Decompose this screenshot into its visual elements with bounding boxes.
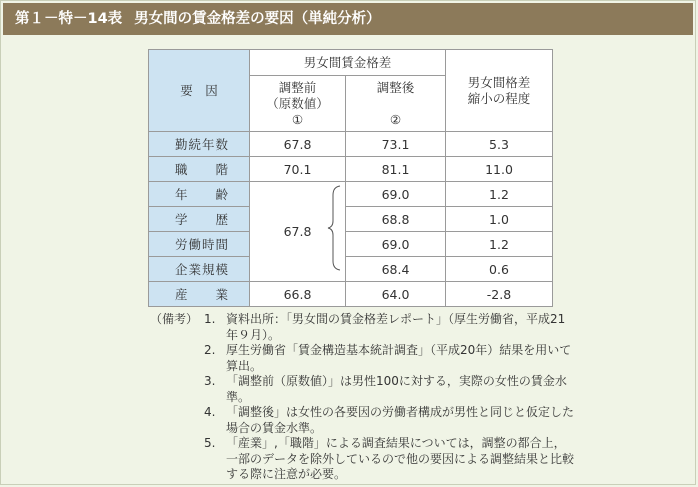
reduction-header: 男女間格差 縮小の程度: [446, 50, 553, 132]
reduction-value: 1.2: [446, 232, 553, 257]
reduction-value: 1.0: [446, 207, 553, 232]
after-value: 64.0: [346, 282, 446, 307]
reduction-value: 11.0: [446, 157, 553, 182]
row-label: 勤続年数: [149, 132, 250, 157]
after-value: 68.8: [346, 207, 446, 232]
figure-title-bar: [3, 3, 693, 35]
before-adjustment-header: 調整前 （原数値） ①: [250, 76, 346, 132]
reduction-value: -2.8: [446, 282, 553, 307]
row-label: 産 業: [149, 282, 250, 307]
row-label: 企業規模: [149, 257, 250, 282]
after-value: 81.1: [346, 157, 446, 182]
table-row: [149, 282, 553, 307]
factor-header: 要 因: [149, 50, 250, 132]
after-value: 73.1: [346, 132, 446, 157]
note-number: 5.: [204, 436, 216, 450]
note-text: 「調整前（原数値）」は男性100に対する，実際の女性の賃金水準。: [226, 374, 567, 404]
after-value: 69.0: [346, 232, 446, 257]
table-row: [149, 257, 553, 282]
table-row: [149, 132, 553, 157]
note-number: 2.: [204, 343, 216, 357]
note-text: 厚生労働省「賃金構造基本統計調査」（平成20年）結果を用いて算出。: [226, 343, 572, 373]
group-brace-icon: [327, 185, 343, 271]
gap-header: 男女間賃金格差: [250, 50, 446, 76]
notes-head: （備考）: [150, 312, 199, 326]
note-text: 「調整後」は女性の各要因の労働者構成が男性と同じと仮定した場合の賃金水準。: [226, 405, 575, 435]
group-before-value: 67.8: [250, 182, 346, 282]
note-number: 1.: [204, 312, 216, 326]
reduction-value: 0.6: [446, 257, 553, 282]
reduction-value: 5.3: [446, 132, 553, 157]
figure-title: 男女間の賃金格差の要因（単純分析）: [134, 11, 381, 27]
row-label: 学 歴: [149, 207, 250, 232]
row-label: 年 齢: [149, 182, 250, 207]
notes: [150, 312, 574, 483]
after-adjustment-header: 調整後 ②: [346, 76, 446, 132]
reduction-value: 1.2: [446, 182, 553, 207]
before-value: 66.8: [250, 282, 346, 307]
row-label: 労働時間: [149, 232, 250, 257]
after-value: 69.0: [346, 182, 446, 207]
before-value: 70.1: [250, 157, 346, 182]
row-label: 職 階: [149, 157, 250, 182]
table-row: [149, 182, 553, 207]
note-number: 4.: [204, 405, 216, 419]
wage-gap-table: [148, 49, 553, 307]
note-text: 資料出所：「男女間の賃金格差レポート」（厚生労働省，平成21年９月）。: [226, 312, 566, 342]
table-row: [149, 232, 553, 257]
figure-number: 第１－特－14表: [15, 11, 123, 27]
table-row: [149, 157, 553, 182]
note-number: 3.: [204, 374, 216, 388]
after-value: 68.4: [346, 257, 446, 282]
before-value: 67.8: [250, 132, 346, 157]
note-text: 「産業」,「職階」による調査結果については，調整の都合上，一部のデータを除外しているので他の要因による調整結果と比較する際に注意が必要。: [226, 436, 575, 481]
table-row: [149, 207, 553, 232]
